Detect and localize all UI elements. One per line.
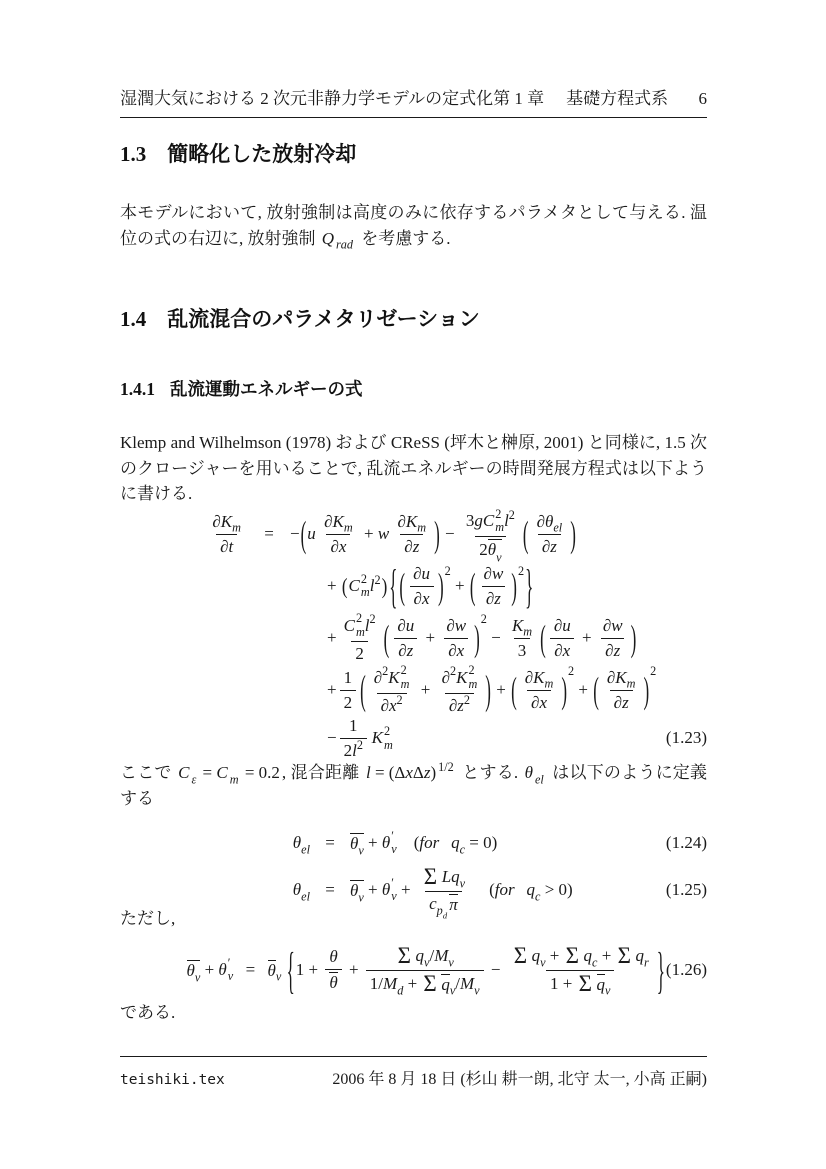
paragraph-tadashi	[120, 906, 707, 932]
section-heading-1-4	[120, 303, 707, 333]
paragraph-constants-definition	[120, 760, 707, 811]
text-run: Klemp and Wilhelmson (1978) および CReSS (坪木と榊原, 2001) と同様に, 1.5 次のクロージャーを用いることで, 乱流エネルギーの時間発展方程式は以下ように書ける.	[120, 433, 707, 503]
footer-date-authors: 2006 年 8 月 18 日 (杉山 耕一朗, 北守 太一, 小高 正嗣)	[332, 1071, 707, 1088]
equation-lhs: θ $_v$ + θ ′ v	[186, 955, 234, 985]
text-run: は以下のように定義する	[120, 763, 708, 808]
subsection-title: 乱流運動エネルギーの式	[170, 379, 363, 399]
footer-filename: teishiki.tex	[120, 1072, 225, 1088]
text-run: とする.	[457, 763, 523, 782]
subsection-number: 1.4.1	[120, 379, 155, 399]
equation-number-1-23: (1.23)	[665, 728, 707, 748]
section-number: 1.4	[120, 307, 147, 331]
equation-lhs: θ $_{el}$	[292, 832, 310, 857]
equation-rhs-line4: + $\frac{1}{2}$ ( ∂ $^2$ K 2 m ∂x $^2$ + ∂ $^2$ K 2 m ∂z $^2$ ) + ( ∂K $_m$ ∂x ) $^2$ + ( ∂K $_m$ ∂z ) $^2$	[327, 663, 657, 715]
inline-math-mixing-length: l = (Δ x Δ z ) $^{1/2}$	[365, 759, 454, 782]
inline-math-constants: C $_\varepsilon$ = C $_m$ = 0.2	[178, 763, 280, 787]
equation-row	[120, 934, 707, 1006]
running-header	[120, 84, 707, 118]
inline-math-qrad: Q $_{rad}$	[321, 228, 354, 252]
equation-1-23	[120, 508, 707, 761]
page-footer	[120, 1056, 707, 1089]
equation-1-26	[120, 934, 707, 1006]
equals-sign: =	[264, 523, 274, 543]
text-run: を考慮する.	[357, 228, 451, 248]
text-run: , 混合距離	[281, 763, 364, 782]
header-title-chapter: 湿潤大気における 2 次元非静力学モデルの定式化第 1 章	[120, 89, 545, 108]
equation-rhs-line3: + C 2 m l $^2$ 2 ( ∂u ∂z + $\frac{\partial w}{\partial x}$ ) $^2$ − K $_m$ 3 ( ∂u ∂x + $\frac{\partial w}{\partial z}$ )	[327, 611, 637, 663]
text-run: 本モデルにおいて, 放射強制は高度のみに依存するパラメタとして与える. 温位の式の右辺に, 放射強制	[120, 203, 707, 248]
equation-rhs-line2: + ( C 2 m l $^2$ ) { ( ∂u ∂x ) $^2$ + ( ∂w ∂z ) $^2$ }	[327, 559, 534, 613]
equation-rhs: θ $_v$ + θ ′ v ( for q $_c$ = 0)	[350, 828, 498, 858]
text-run: ここで	[120, 763, 177, 782]
paragraph-closure-intro	[120, 430, 707, 507]
equation-row	[120, 664, 707, 716]
equals-sign: =	[245, 959, 256, 979]
equation-row	[120, 612, 707, 664]
equation-number-1-24: (1.24)	[665, 832, 707, 852]
header-section-name: 基礎方程式系	[566, 89, 669, 108]
section-number: 1.3	[120, 142, 147, 166]
subsection-heading-1-4-1	[120, 376, 707, 401]
equals-sign: =	[325, 879, 335, 899]
equation-lhs: ∂K $_m$ ∂t	[212, 511, 241, 556]
section-title: 乱流混合のパラメタリゼーション	[167, 308, 480, 331]
equation-row	[120, 560, 707, 612]
paragraph-dearu	[120, 1000, 707, 1026]
section-heading-1-3	[120, 138, 707, 168]
equation-row	[120, 824, 707, 862]
paragraph-radiative-forcing	[120, 200, 707, 251]
equation-rhs: θ $_v$ + θ ′ v + Σ Lq $_v$ c $_{p _d}$ π ( for q $_c$ > 0)	[350, 863, 573, 921]
text-run: である.	[120, 1003, 176, 1022]
equation-row	[120, 716, 707, 761]
equation-rhs: θ $_v$ { 1 + $\frac{\theta}{\theta}$ + Σ q $_v$ / M $_v$ 1/ M $_d$ + Σ q $_v$ / M $_v$ − Σ q $_v$ + Σ q $_c$ + Σ q $_r$ 1 + Σ q $_v$ }	[267, 941, 665, 999]
inline-math-theta-el: θ $_{el}$	[524, 763, 544, 787]
section-title: 簡略化した放射冷却	[167, 143, 357, 166]
page-number: 6	[698, 89, 707, 108]
equation-rhs-line1: − ( u ∂K $_m$ ∂x + w ∂K $_m$ ∂z ) − 3 g C 2 m l $^2$ 2 θ $_v$ ( ∂θ $_{el}$ ∂z )	[290, 507, 576, 565]
equation-lhs: θ $_{el}$	[292, 879, 310, 904]
equation-number-1-25: (1.25)	[665, 879, 707, 899]
equals-sign: =	[325, 832, 335, 852]
equation-number-1-26: (1.26)	[665, 959, 707, 979]
text-run: ただし,	[120, 909, 176, 928]
equation-row	[120, 507, 707, 565]
equation-rhs-line5: − 1 2 l $^2$ K 2 m	[327, 716, 393, 761]
